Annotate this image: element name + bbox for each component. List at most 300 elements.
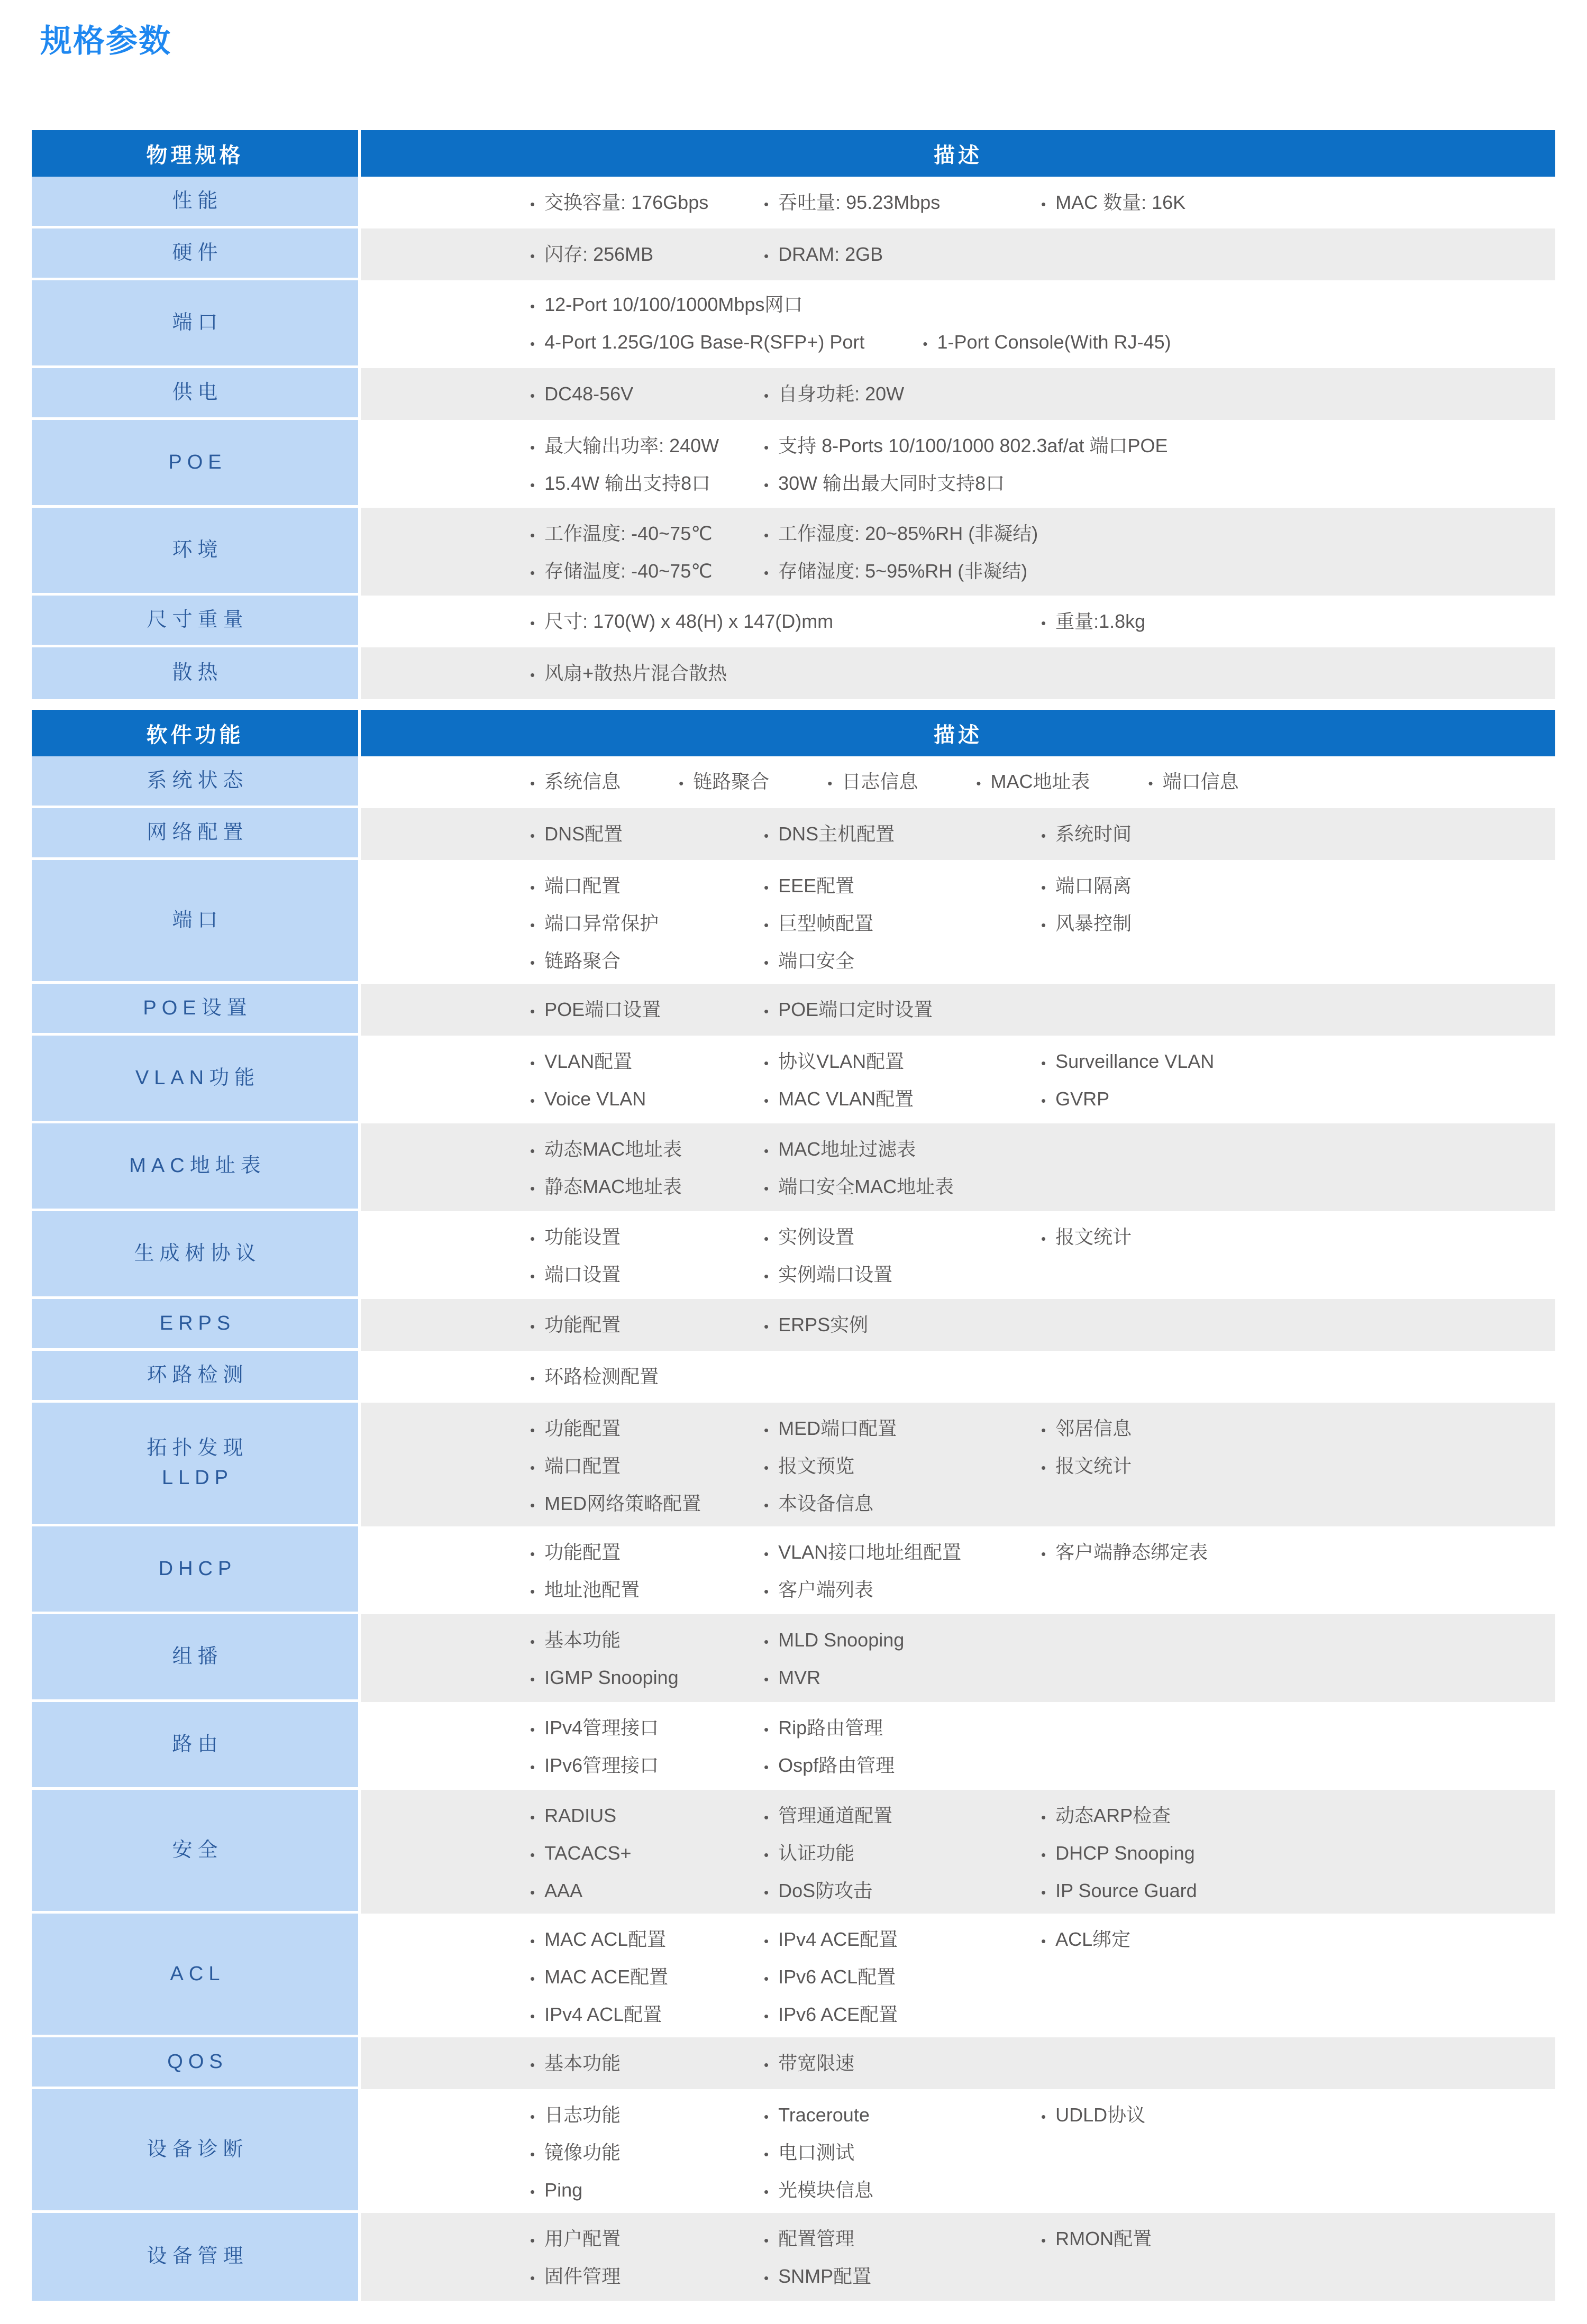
list-item <box>530 764 621 801</box>
list-item <box>530 236 653 274</box>
list-item-text: MAC VLAN配置 <box>778 1088 914 1110</box>
table-row <box>32 1790 1555 1914</box>
list-item <box>530 553 713 591</box>
row-label: 组播 <box>32 1614 358 1702</box>
bullet-icon: • <box>530 248 535 264</box>
bullet-icon: • <box>1041 1093 1046 1109</box>
table-row <box>32 508 1555 596</box>
row-label: VLAN功能 <box>32 1036 358 1123</box>
description-column <box>530 1622 679 1697</box>
list-item-text: 用户配置 <box>544 2228 621 2249</box>
table-row <box>32 1123 1555 1211</box>
description-column <box>530 1219 621 1294</box>
bullet-icon: • <box>530 2146 535 2162</box>
list-item-text: MAC 数量: 16K <box>1055 191 1186 213</box>
list-item-text: GVRP <box>1055 1088 1110 1110</box>
bullet-icon: • <box>679 775 684 791</box>
bullet-icon: • <box>764 1722 769 1737</box>
page-title: 规格参数 <box>40 23 171 59</box>
list-item <box>530 1131 682 1169</box>
bullet-icon: • <box>530 527 535 543</box>
bullet-icon: • <box>530 1231 535 1247</box>
list-item-text: 12-Port 10/100/1000Mbps网口 <box>544 294 803 315</box>
list-item <box>1041 1219 1132 1257</box>
list-item-text: POE端口设置 <box>544 999 661 1020</box>
description-column <box>530 655 727 693</box>
bullet-icon: • <box>530 2057 535 2073</box>
list-item <box>764 816 895 854</box>
bullet-icon: • <box>530 1884 535 1900</box>
list-item <box>1041 1044 1214 1081</box>
list-item <box>530 2045 621 2083</box>
list-item <box>530 2135 621 2172</box>
list-item-text: 风扇+散热片混合散热 <box>544 662 727 684</box>
row-label: QOS <box>32 2037 358 2089</box>
bullet-icon: • <box>764 1093 769 1109</box>
bullet-icon: • <box>764 2008 769 2024</box>
physical-spec-table <box>32 130 1555 699</box>
bullet-icon: • <box>1041 880 1046 895</box>
description-column <box>530 2045 621 2083</box>
list-item-text: DNS配置 <box>544 823 623 845</box>
list-item-text: IGMP Snooping <box>544 1667 679 1688</box>
list-item <box>764 1873 892 1910</box>
list-item <box>530 2172 621 2210</box>
bullet-icon: • <box>530 1971 535 1987</box>
list-item-text: 动态ARP检查 <box>1055 1805 1171 1826</box>
bullet-icon: • <box>530 1722 535 1737</box>
list-item-text: 支持 8-Ports 10/100/1000 802.3af/at 端口POE <box>778 435 1168 456</box>
description-column <box>530 1044 646 1119</box>
row-description <box>358 2037 1555 2089</box>
bullet-icon: • <box>764 1422 769 1438</box>
list-item-text: 客户端列表 <box>778 1579 874 1600</box>
list-item <box>1148 764 1238 801</box>
list-item-text: IPv6 ACL配置 <box>778 1966 896 1988</box>
bullet-icon: • <box>764 1546 769 1562</box>
bullet-icon: • <box>530 775 535 791</box>
row-label: 环路检测 <box>32 1351 358 1403</box>
list-item-text: 光模块信息 <box>778 2179 874 2201</box>
bullet-icon: • <box>530 917 535 933</box>
list-item-text: 系统信息 <box>544 770 621 792</box>
bullet-icon: • <box>530 196 535 212</box>
list-item-text: MAC地址表 <box>990 770 1090 792</box>
description-column <box>764 185 940 222</box>
row-label: 设备诊断 <box>32 2089 358 2213</box>
list-item <box>530 1997 668 2034</box>
description-column <box>530 603 833 641</box>
list-item <box>764 1448 897 1486</box>
list-item-text: 自身功耗: 20W <box>778 383 905 405</box>
row-label: 路由 <box>32 1702 358 1790</box>
row-description <box>358 860 1555 984</box>
description-column <box>530 1307 621 1344</box>
list-item-text: 带宽限速 <box>778 2052 855 2074</box>
bullet-icon: • <box>530 1093 535 1109</box>
bullet-icon: • <box>530 565 535 581</box>
list-item-text: EEE配置 <box>778 875 855 896</box>
row-description <box>358 368 1555 420</box>
list-item-text: UDLD协议 <box>1055 2104 1146 2126</box>
list-item-text: DNS主机配置 <box>778 823 895 845</box>
table-row <box>32 808 1555 860</box>
bullet-icon: • <box>764 1268 769 1284</box>
row-description <box>358 280 1555 368</box>
bullet-icon: • <box>530 2109 535 2125</box>
description-column <box>530 236 653 274</box>
list-item <box>1041 816 1132 854</box>
table-row <box>32 420 1555 508</box>
list-item-text: POE端口定时设置 <box>778 999 933 1020</box>
bullet-icon: • <box>764 955 769 971</box>
bullet-icon: • <box>1041 2109 1046 2125</box>
list-item-text: 实例设置 <box>778 1226 855 1248</box>
description-column <box>530 185 708 222</box>
row-label: ACL <box>32 1914 358 2037</box>
list-item-text: RADIUS <box>544 1805 617 1826</box>
list-item <box>530 1044 646 1081</box>
list-item-text: 基本功能 <box>544 1629 621 1651</box>
list-item-text: 端口异常保护 <box>544 912 659 934</box>
list-item <box>764 1997 898 2034</box>
bullet-icon: • <box>827 775 833 791</box>
bullet-icon: • <box>764 1003 769 1019</box>
list-item <box>764 992 933 1029</box>
row-description <box>358 756 1555 808</box>
bullet-icon: • <box>530 1055 535 1071</box>
list-item <box>764 1486 897 1523</box>
description-column <box>764 428 1168 503</box>
list-item <box>764 236 883 274</box>
row-label: 设备管理 <box>32 2213 358 2301</box>
list-item <box>530 2097 621 2135</box>
description-column <box>530 1131 682 1206</box>
list-item-text: Surveillance VLAN <box>1055 1050 1215 1072</box>
list-item-text: 客户端静态绑定表 <box>1055 1541 1208 1563</box>
bullet-icon: • <box>530 477 535 493</box>
physical-header-description: 描述 <box>358 130 1555 177</box>
row-description <box>358 1403 1555 1526</box>
list-item-text: 报文统计 <box>1055 1455 1132 1477</box>
row-label: DHCP <box>32 1526 358 1614</box>
list-item-text: DHCP Snooping <box>1055 1842 1195 1864</box>
bullet-icon: • <box>530 880 535 895</box>
table-row <box>32 1914 1555 2037</box>
list-item-text: 系统时间 <box>1055 823 1132 845</box>
description-column <box>764 816 895 854</box>
list-item <box>1041 1534 1208 1572</box>
list-item-text: 链路聚合 <box>693 770 770 792</box>
list-item <box>679 764 769 801</box>
list-item <box>764 1660 904 1697</box>
bullet-icon: • <box>764 2232 769 2248</box>
list-item-text: 环路检测配置 <box>544 1366 659 1387</box>
list-item-text: 报文预览 <box>778 1455 855 1477</box>
list-item <box>530 655 727 693</box>
table-row <box>32 1403 1555 1526</box>
bullet-icon: • <box>530 336 535 352</box>
list-item-text: 配置管理 <box>778 2228 855 2249</box>
row-label: 散热 <box>32 647 358 699</box>
row-label: 性能 <box>32 177 358 228</box>
bullet-icon: • <box>923 336 928 352</box>
list-item <box>530 1257 621 1294</box>
bullet-icon: • <box>764 1055 769 1071</box>
bullet-icon: • <box>1041 1055 1046 1071</box>
list-item <box>530 1660 679 1697</box>
table-row <box>32 860 1555 984</box>
bullet-icon: • <box>764 2270 769 2286</box>
list-item-text: Ping <box>544 2179 583 2201</box>
bullet-icon: • <box>764 1759 769 1775</box>
list-item-text: 功能配置 <box>544 1541 621 1563</box>
description-column <box>764 376 904 414</box>
description-column <box>530 816 623 854</box>
bullet-icon: • <box>764 1933 769 1949</box>
table-row <box>32 1526 1555 1614</box>
bullet-icon: • <box>764 2109 769 2125</box>
bullet-icon: • <box>1041 615 1046 631</box>
list-item <box>530 428 719 465</box>
list-item-text: 本设备信息 <box>778 1493 874 1514</box>
bullet-icon: • <box>764 1497 769 1513</box>
list-item-text: ERPS实例 <box>778 1314 869 1335</box>
bullet-icon: • <box>764 1847 769 1863</box>
list-item <box>530 1359 659 1396</box>
description-column <box>530 1359 659 1396</box>
list-item-text: 端口配置 <box>544 1455 621 1477</box>
description-column <box>1041 1044 1214 1119</box>
list-item-text: 日志信息 <box>842 770 918 792</box>
list-item-text: 邻居信息 <box>1055 1417 1132 1439</box>
bullet-icon: • <box>530 1003 535 1019</box>
list-item <box>530 1572 640 1609</box>
list-item <box>530 324 864 362</box>
list-item <box>530 943 659 981</box>
bullet-icon: • <box>764 880 769 895</box>
bullet-icon: • <box>530 1847 535 1863</box>
list-item <box>764 1622 904 1660</box>
list-item <box>764 2045 854 2083</box>
bullet-icon: • <box>530 1268 535 1284</box>
row-label: 环境 <box>32 508 358 596</box>
bullet-icon: • <box>1041 1809 1046 1825</box>
list-item-text: 功能配置 <box>544 1314 621 1335</box>
list-item-text: 风暴控制 <box>1055 912 1132 934</box>
list-item-text: MED端口配置 <box>778 1417 897 1439</box>
description-column <box>1041 1534 1208 1572</box>
list-item-text: 固件管理 <box>544 2265 621 2287</box>
list-item-text: VLAN接口地址组配置 <box>778 1541 962 1563</box>
bullet-icon: • <box>530 1460 535 1476</box>
bullet-icon: • <box>1041 196 1046 212</box>
description-column <box>1041 2221 1152 2258</box>
bullet-icon: • <box>530 1422 535 1438</box>
software-feature-table <box>32 710 1555 2301</box>
list-item <box>530 1448 701 1486</box>
description-column <box>764 1307 868 1344</box>
bullet-icon: • <box>530 1319 535 1334</box>
description-column <box>530 1534 640 1609</box>
row-description <box>358 1036 1555 1123</box>
list-item <box>530 287 802 324</box>
list-item <box>764 1835 892 1873</box>
row-label: 供电 <box>32 368 358 420</box>
list-item <box>764 905 873 943</box>
list-item <box>764 1922 898 1959</box>
list-item <box>923 324 1171 362</box>
bullet-icon: • <box>764 388 769 404</box>
list-item <box>764 428 1168 465</box>
bullet-icon: • <box>530 1759 535 1775</box>
list-item <box>1041 1798 1197 1835</box>
bullet-icon: • <box>530 2232 535 2248</box>
description-column <box>764 1534 961 1609</box>
description-column <box>1041 603 1145 641</box>
description-column <box>1041 185 1185 222</box>
description-column <box>764 868 873 981</box>
list-item <box>764 553 1038 591</box>
list-item-text: MLD Snooping <box>778 1629 905 1651</box>
row-description <box>358 508 1555 596</box>
list-item <box>1041 905 1132 943</box>
list-item <box>764 868 873 905</box>
list-item-text: 15.4W 输出支持8口 <box>544 472 711 494</box>
list-item <box>530 1219 621 1257</box>
description-column <box>530 516 713 591</box>
row-label: 端口 <box>32 860 358 984</box>
list-item <box>530 1622 679 1660</box>
table-row <box>32 1036 1555 1123</box>
description-column <box>1041 816 1132 854</box>
row-label: POE设置 <box>32 984 358 1036</box>
description-column <box>530 2221 621 2296</box>
row-description <box>358 1299 1555 1351</box>
bullet-icon: • <box>530 1809 535 1825</box>
bullet-icon: • <box>1041 1884 1046 1900</box>
list-item-text: 认证功能 <box>778 1842 855 1864</box>
physical-table-body <box>32 177 1555 699</box>
description-column <box>764 2221 871 2296</box>
description-column <box>1041 1219 1132 1257</box>
description-column <box>530 376 633 414</box>
list-item-text: 功能配置 <box>544 1417 621 1439</box>
description-column <box>530 428 719 503</box>
list-item-text: 1-Port Console(With RJ-45) <box>937 331 1171 353</box>
description-column <box>530 2097 621 2210</box>
table-row <box>32 228 1555 280</box>
bullet-icon: • <box>530 1181 535 1196</box>
list-item <box>1041 185 1185 222</box>
bullet-icon: • <box>1041 1847 1046 1863</box>
row-description <box>358 1211 1555 1299</box>
list-item-text: 端口信息 <box>1162 770 1239 792</box>
list-item-text: AAA <box>544 1880 583 1901</box>
bullet-icon: • <box>530 1143 535 1159</box>
description-column <box>764 1411 897 1523</box>
row-label: 硬件 <box>32 228 358 280</box>
list-item-text: 重量:1.8kg <box>1055 610 1146 632</box>
list-item-text: DoS防攻击 <box>778 1880 873 1901</box>
bullet-icon: • <box>530 440 535 455</box>
bullet-icon: • <box>530 1370 535 1386</box>
list-item <box>530 1411 701 1448</box>
list-item-text: Traceroute <box>778 2104 870 2126</box>
list-item-text: 报文统计 <box>1055 1226 1132 1248</box>
bullet-icon: • <box>764 477 769 493</box>
software-header-category: 软件功能 <box>32 710 358 756</box>
list-item-text: Ospf路由管理 <box>778 1754 895 1776</box>
list-item-text: IPv6 ACE配置 <box>778 2003 898 2025</box>
row-description <box>358 1526 1555 1614</box>
list-item <box>827 764 918 801</box>
description-column <box>530 1922 668 2034</box>
bullet-icon: • <box>764 1231 769 1247</box>
list-item <box>530 1710 659 1747</box>
bullet-icon: • <box>1041 917 1046 933</box>
list-item-text: 最大输出功率: 240W <box>544 435 719 456</box>
description-column <box>530 868 659 981</box>
row-description <box>358 228 1555 280</box>
bullet-icon: • <box>1041 1933 1046 1949</box>
bullet-icon: • <box>1041 2232 1046 2248</box>
list-item <box>764 185 940 222</box>
list-item <box>764 1411 897 1448</box>
bullet-icon: • <box>764 828 769 844</box>
list-item <box>764 1044 914 1081</box>
list-item <box>530 603 833 641</box>
bullet-icon: • <box>530 2008 535 2024</box>
list-item <box>764 1959 898 1997</box>
bullet-icon: • <box>764 917 769 933</box>
bullet-icon: • <box>530 1933 535 1949</box>
bullet-icon: • <box>530 2184 535 2200</box>
table-row <box>32 1614 1555 1702</box>
row-description <box>358 984 1555 1036</box>
row-description <box>358 1351 1555 1403</box>
description-column <box>764 516 1038 591</box>
list-item-text: 尺寸: 170(W) x 48(H) x 147(D)mm <box>544 610 834 632</box>
row-description <box>358 647 1555 699</box>
software-table-body <box>32 756 1555 2301</box>
list-item <box>764 376 904 414</box>
bullet-icon: • <box>764 196 769 212</box>
table-row <box>32 2213 1555 2301</box>
list-item <box>530 2258 621 2296</box>
list-item <box>530 1486 701 1523</box>
list-item-text: 静态MAC地址表 <box>544 1176 682 1197</box>
bullet-icon: • <box>530 1497 535 1513</box>
bullet-icon: • <box>530 1671 535 1687</box>
description-column <box>764 1622 904 1697</box>
table-row <box>32 2089 1555 2213</box>
bullet-icon: • <box>764 248 769 264</box>
bullet-icon: • <box>764 1809 769 1825</box>
bullet-icon: • <box>530 1584 535 1599</box>
bullet-icon: • <box>764 565 769 581</box>
description-column <box>1041 2097 1145 2135</box>
list-item-text: Voice VLAN <box>544 1088 646 1110</box>
description-column <box>764 992 933 1029</box>
bullet-icon: • <box>530 828 535 844</box>
bullet-icon: • <box>530 1546 535 1562</box>
list-item <box>764 1747 895 1785</box>
list-item-text: 端口设置 <box>544 1264 621 1285</box>
list-item <box>530 1873 631 1910</box>
list-item-text: 存储湿度: 5~95%RH (非凝结) <box>778 560 1028 582</box>
bullet-icon: • <box>1041 1231 1046 1247</box>
